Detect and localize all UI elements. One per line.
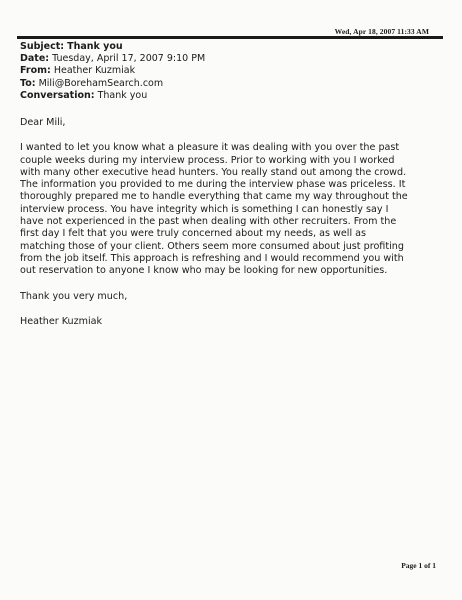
subject-row [20, 41, 205, 53]
letter-body [20, 117, 448, 341]
body-line: I wanted to let you know what a pleasure it was dealing with you over the past [20, 142, 400, 154]
conversation-row [20, 90, 205, 102]
conversation-label: Conversation: [20, 89, 95, 101]
body-line: first day I felt that you were truly concerned about my needs, as well as [20, 228, 367, 240]
signature: Heather Kuzmiak [20, 315, 103, 327]
body-line: thoroughly prepared me to handle everything that came my way throughout the [20, 191, 408, 203]
date-row [20, 53, 205, 65]
email-headers [20, 41, 205, 102]
to-row [20, 78, 205, 90]
to-label: To: [20, 77, 36, 89]
body-line: couple weeks during my interview process. Prior to working with you I worked [20, 154, 395, 166]
letter-paragraph [20, 142, 448, 277]
body-line: from the job itself. This approach is refreshing and I would recommend you with [20, 252, 404, 264]
from-value: Heather Kuzmiak [53, 65, 136, 77]
subject-value: Thank you [67, 41, 123, 52]
greeting: Dear Mili, [20, 117, 66, 128]
print-datetime: Wed, Apr 18, 2007 11:33 AM [334, 27, 429, 36]
from-row [20, 65, 205, 77]
date-value: Tuesday, April 17, 2007 9:10 PM [52, 53, 206, 65]
body-line: The information you provided to me during the interview phase was priceless. It [20, 179, 406, 191]
page-number: Page 1 of 1 [401, 561, 436, 570]
body-line: interview process. You have integrity which is something I can honestly say I [20, 203, 389, 215]
from-label: From: [20, 65, 51, 77]
body-line: have not experienced in the past when dealing with other recruiters. From the [20, 216, 397, 228]
conversation-value: Thank you [97, 89, 148, 101]
body-line: out reservation to anyone I know who may be looking for new opportunities. [20, 265, 388, 277]
body-line: matching those of your client. Others seem more consumed about just profiting [20, 240, 404, 252]
to-value: Mili@BorehamSearch.com [38, 77, 164, 89]
subject-label: Subject: [20, 41, 65, 52]
closing: Thank you very much, [20, 290, 128, 302]
header-divider [17, 36, 443, 39]
body-line: with many other executive head hunters. You really stand out among the crowd. [20, 166, 407, 178]
date-label: Date: [20, 53, 50, 65]
